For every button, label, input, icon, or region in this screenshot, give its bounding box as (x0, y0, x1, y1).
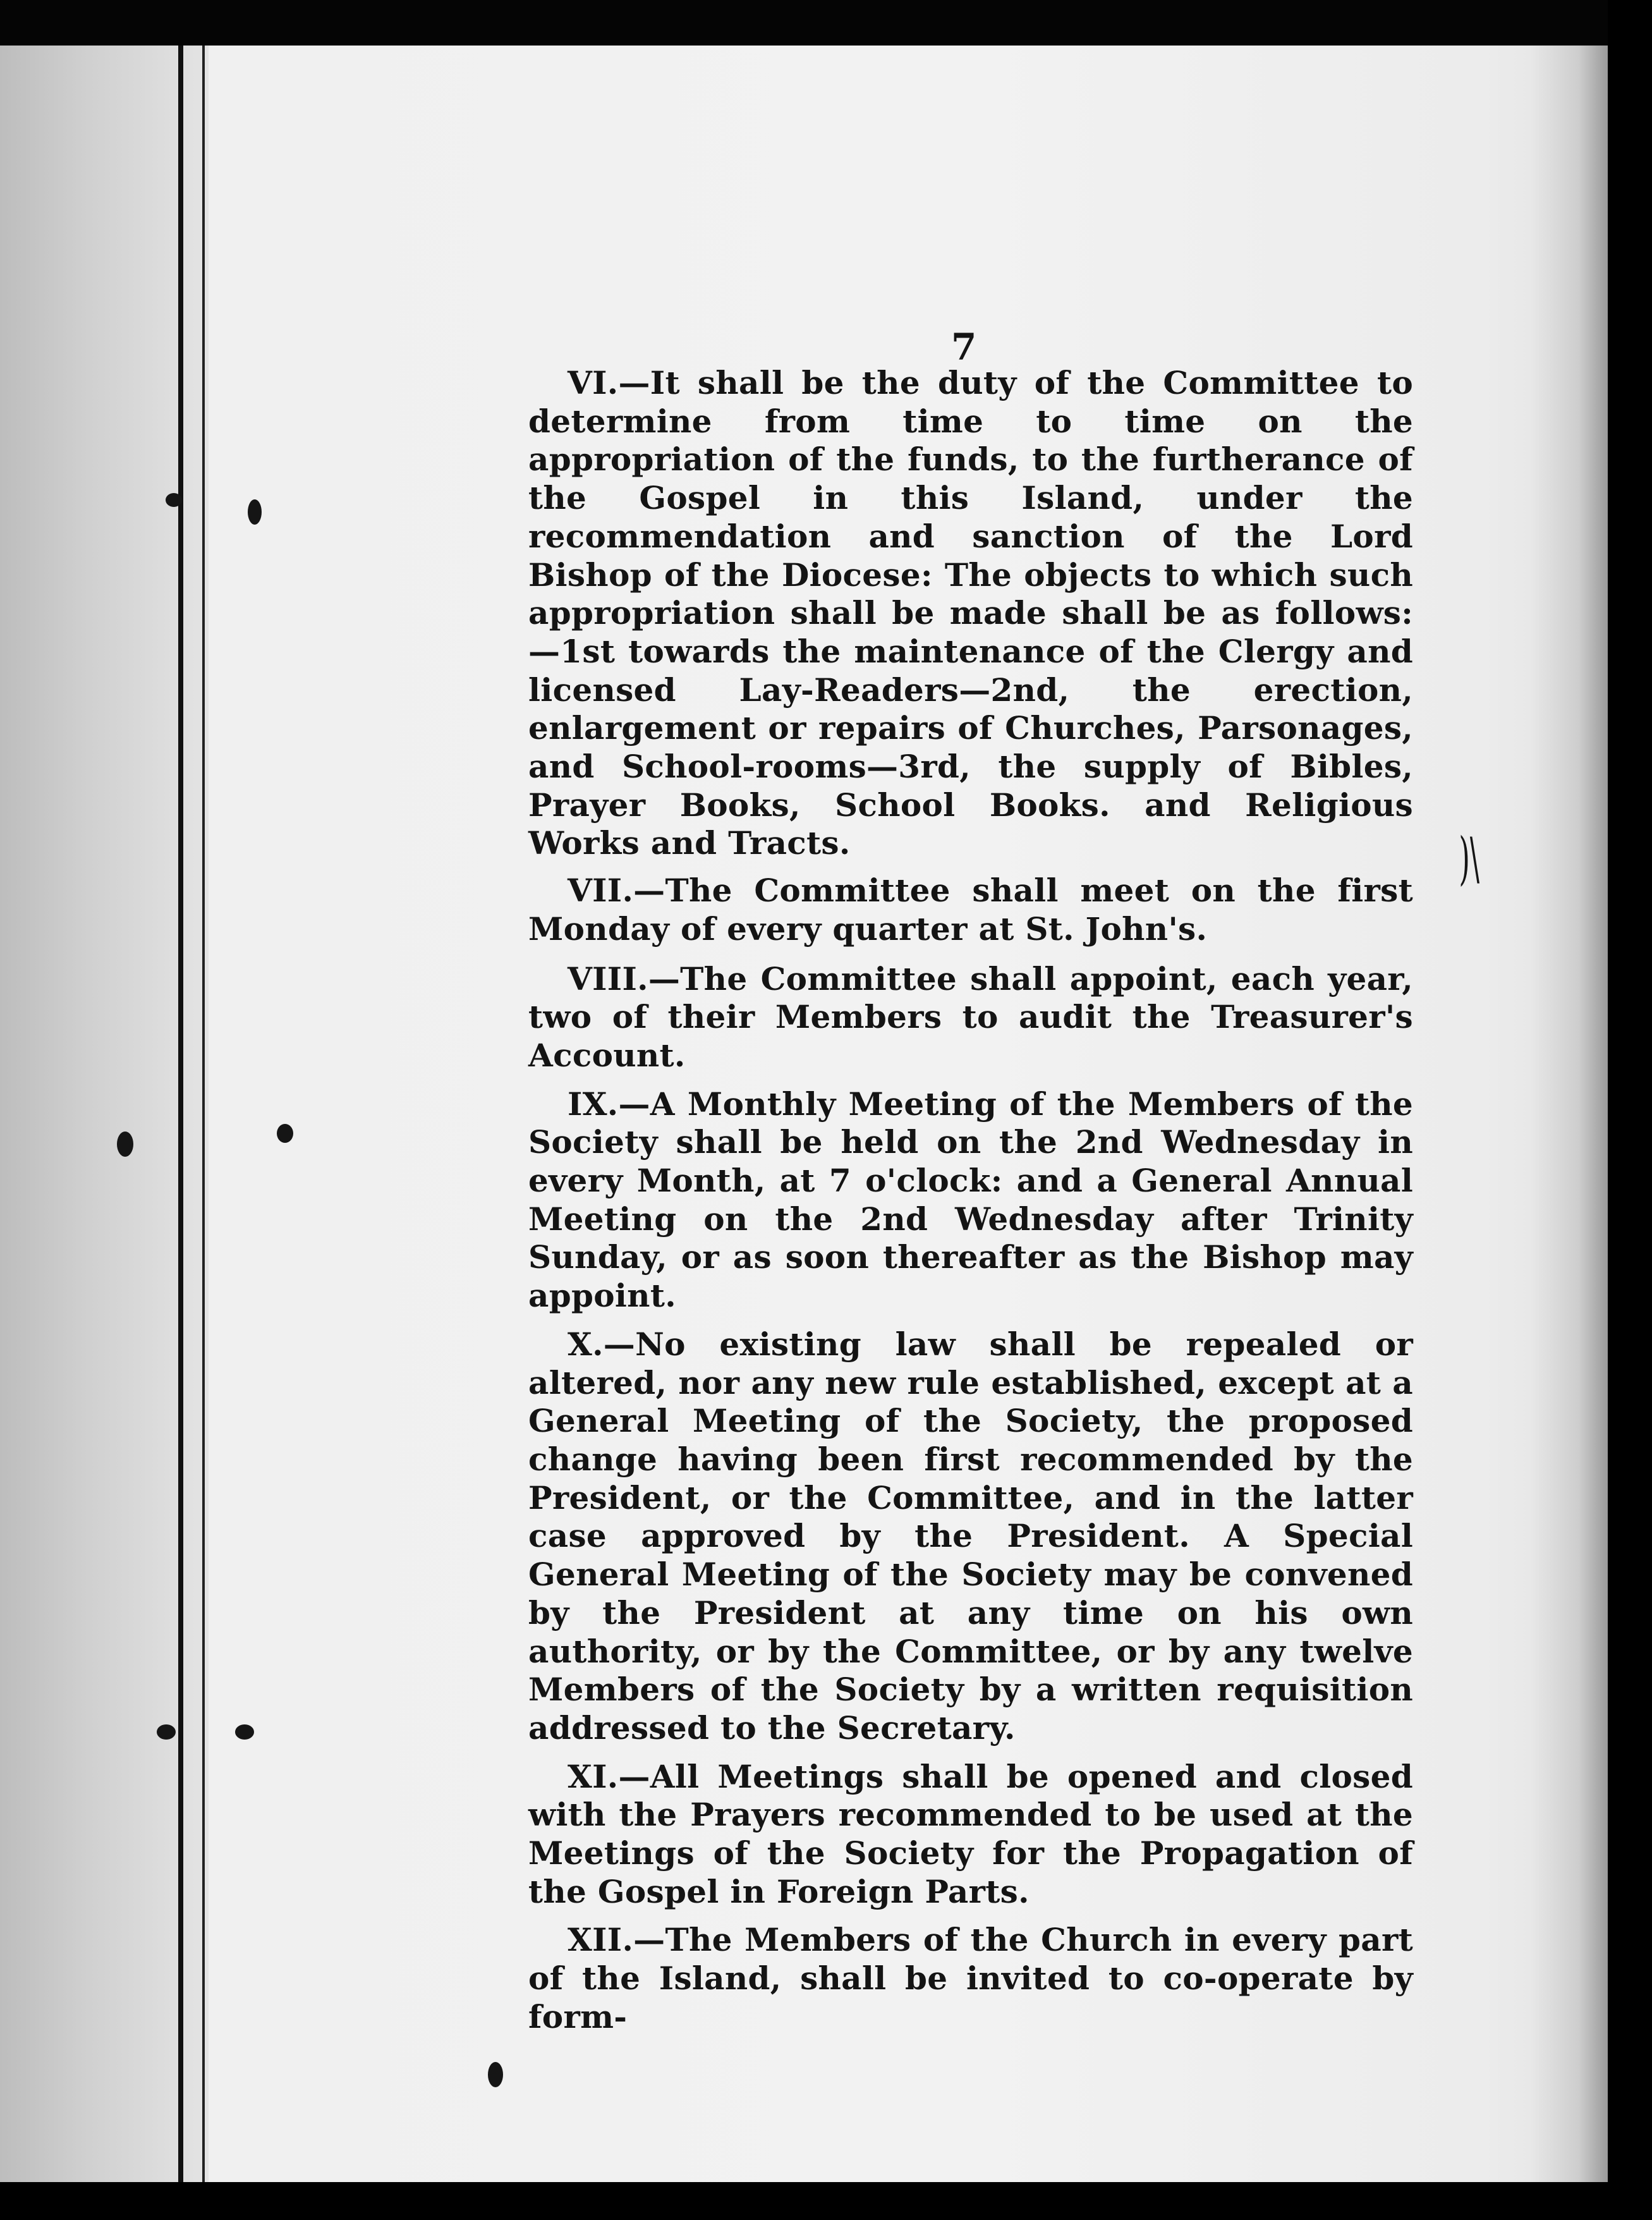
scan-border-right (1608, 0, 1652, 2220)
binding-fold-line (178, 46, 183, 2182)
stitch-hole (157, 1724, 176, 1740)
page-number: 7 (951, 326, 977, 369)
stitch-hole (488, 2062, 503, 2087)
page-curl-shadow (1529, 46, 1612, 2182)
stitch-hole (117, 1131, 133, 1157)
article-ix: IX.—A Monthly Meeting of the Members of the Society shall be held on the 2nd Wednesday in every Month, at 7 o'clock: and a General Annual Meeting on the 2nd Wednesday after Trinity Sunday, or as soon thereafter as the Bishop may appoint. (528, 1085, 1413, 1315)
article-vi: VI.—It shall be the duty of the Committee to determine from time to time on the appropriation of the funds, to the furtherance of the Gospel in this Island, under the recommendation and sanction of the Lord Bishop of the Diocese: The objects to which such appropriation shall be made shall be as follows:—1st towards the maintenance of the Clergy and licensed Lay-Readers—2nd, the erection, enlargement or repairs of Churches, Parsonages, and School-rooms—3rd, the supply of Bibles, Prayer Books, School Books. and Religious Works and Tracts. (528, 364, 1413, 862)
body-text (528, 322, 1413, 2037)
scan-border-bottom (0, 2182, 1652, 2220)
stitch-hole (235, 1724, 254, 1740)
article-xii: XII.—The Members of the Church in every part of the Island, shall be invited to co-operate by form- (528, 1921, 1413, 2035)
article-vii: VII.—The Committee shall meet on the first Monday of every quarter at St. John's. (528, 872, 1413, 948)
stitch-hole (248, 499, 262, 525)
article-x: X.—No existing law shall be repealed or altered, nor any new rule established, except at a General Meeting of the Society, the proposed change having been first recommended by the President, or the Committee, and in the latter case approved by the President. A Special General Meeting of the Society may be convened by the President at any time on his own authority, or by the Committee, or by any twelve Members of the Society by a written requisition addressed to the Secretary. (528, 1325, 1413, 1747)
binding-gutter (0, 46, 209, 2182)
binding-fold-line-inner (202, 46, 205, 2182)
handwritten-margin-mark: )\ (1459, 826, 1480, 892)
article-viii: VIII.—The Committee shall appoint, each year, two of their Members to audit the Treasurer's Account. (528, 960, 1413, 1074)
stitch-hole (166, 493, 182, 507)
article-xi: XI.—All Meetings shall be opened and closed with the Prayers recommended to be used at the Meetings of the Society for the Propagation of the Gospel in Foreign Parts. (528, 1757, 1413, 1910)
stitch-hole (277, 1124, 293, 1143)
